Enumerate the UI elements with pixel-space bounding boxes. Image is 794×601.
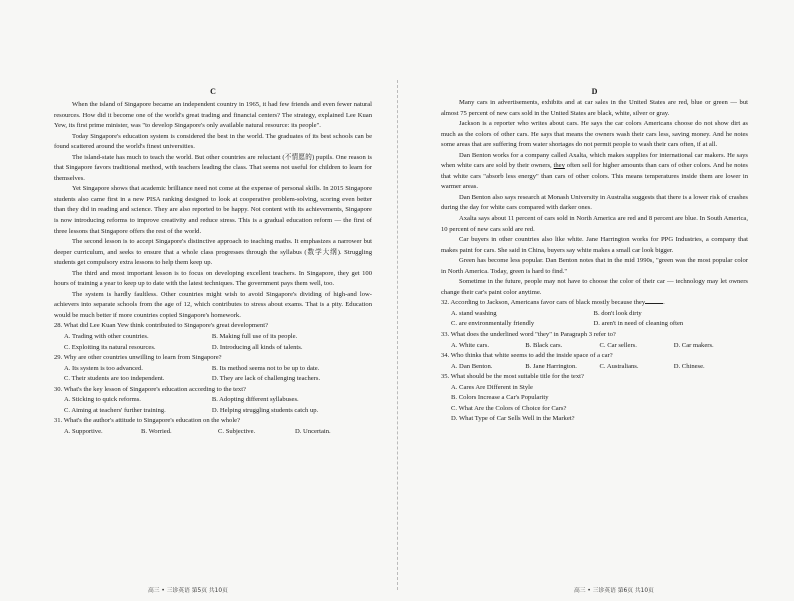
paragraph: Car buyers in other countries also like white. Jane Harrington works for PPG Industries, a company that makes paint for cars. She said in China, buyers say white makes a small car look bigger. <box>441 236 748 254</box>
question-stem-text: 34. Who thinks that white seems to add the inside space of a car? <box>441 352 613 360</box>
answer-option: A. Dan Benton. <box>451 362 493 370</box>
question <box>441 298 748 330</box>
paragraph: Dan Benton also says research at Monash University in Australia suggests that there is a lower risk of crashes during the day for white cars compared with darker ones. <box>441 193 748 212</box>
answer-option: A. White cars. <box>451 341 489 349</box>
answer-option: C. Subjective. <box>218 427 256 435</box>
paragraph: The second lesson is to accept Singapore's distinctive approach to teaching maths. It emphasizes a narrower but deeper curriculum, and seeks to ensure that a whole class progresses through the syllabus (数学大纲). Struggling students get compulsory extra lessons to help them keep up. <box>54 238 372 267</box>
answer-option: C. Australians. <box>599 362 639 370</box>
answer-option: B. Its method seems not to be up to date. <box>211 364 320 372</box>
paragraph: Dan Benton works for a company called Axalta, which makes supplies for international car makers. He says when white cars are sold by their owners, they often sell for higher amounts than cars of other colors. And he notes that white cars "absorb less energy" than cars of other colors. This means temperatures inside them are lower in warmer areas. <box>441 151 748 191</box>
paragraph: When the island of Singapore became an independent country in 1965, it had few friends and even fewer natural resources. How did it become one of the world's great trading and financial centers? The strategy, explained Lee Kuan Yew, its first prime minister, was "to develop Singapore's only available natural resource: its people". <box>54 101 372 130</box>
answer-option: D. Introducing all kinds of talents. <box>211 343 303 351</box>
answer-option: B. Colors Increase a Car's Popularity <box>451 394 549 402</box>
underlined-word: they <box>553 162 565 170</box>
passage-c-body <box>54 100 372 321</box>
passage-d-column <box>441 86 748 425</box>
question-stem-end: . <box>663 299 665 307</box>
answer-option: C. Exploiting its natural resources. <box>64 343 156 351</box>
answer-option: D. Uncertain. <box>295 427 331 435</box>
question-stem <box>441 351 748 362</box>
answer-option: C. Car sellers. <box>599 341 637 349</box>
question <box>441 330 748 351</box>
page-footer-left: 高三 • 三诊英语 第5页 共10页 <box>148 588 228 594</box>
answer-option: D. They are lack of challenging teachers. <box>211 375 321 383</box>
answer-option: A. Its system is too advanced. <box>64 364 143 372</box>
paragraph: The third and most important lesson is to focus on developing excellent teachers. In Singapore, they get 100 hours of training a year to keep up to date with the latest techniques. The government pays them well, too. <box>54 269 372 288</box>
page-footer-right: 高三 • 三诊英语 第6页 共10页 <box>574 588 654 594</box>
answer-option: B. Making full use of its people. <box>211 333 298 341</box>
question-stem-text: 30. What's the key lesson of Singapore's education according to the text? <box>54 385 246 393</box>
passage-c-column <box>54 86 372 438</box>
paragraph: Many cars in advertisements, exhibits and at car sales in the United States are red, blue or green — but almost 75 percent of new cars sold in the United States are black, white, silver or gray. <box>441 99 748 117</box>
question-stem <box>54 385 372 396</box>
answer-options <box>441 383 748 425</box>
answer-option: A. Cares Are Different in Style <box>451 383 533 391</box>
question <box>441 372 748 425</box>
passage-d-heading: D <box>591 87 598 96</box>
answer-option: D. Car makers. <box>673 341 714 349</box>
question <box>441 351 748 372</box>
question-stem-text: 35. What should be the most suitable title for the text? <box>441 373 584 381</box>
question-stem-text: 28. What did Lee Kuan Yew think contributed to Singapore's great development? <box>54 322 269 330</box>
question <box>54 353 372 385</box>
answer-option: D. aren't in need of cleaning often <box>593 320 684 328</box>
answer-option: A. stand washing <box>451 309 497 317</box>
passage-c-heading: C <box>210 87 216 96</box>
question-stem <box>441 330 748 341</box>
question-stem-text: 32. According to Jackson, Americans favor cars of black mostly because they <box>441 299 646 307</box>
page-divider <box>397 80 398 590</box>
answer-option: B. Black cars. <box>525 341 563 349</box>
answer-options <box>54 395 372 416</box>
answer-option: C. Aiming at teachers' further training. <box>64 406 166 414</box>
answer-option: A. Supportive. <box>64 427 103 435</box>
answer-option: A. Sticking to quick reforms. <box>64 396 141 404</box>
answer-options <box>54 364 372 385</box>
question-stem <box>441 298 748 309</box>
paragraph: Axalta says about 11 percent of cars sold in North America are red and 8 percent are blue. In South America, 10 percent of new cars sold are red. <box>441 215 748 233</box>
answer-option: C. Their students are too independent. <box>64 375 165 383</box>
question-stem-text: 29. Why are other countries unwilling to learn from Singapore? <box>54 354 222 362</box>
answer-option: C. What Are the Colors of Choice for Cars? <box>451 404 567 412</box>
question <box>54 385 372 417</box>
answer-option: B. Jane Harrington. <box>525 362 577 370</box>
answer-options <box>54 427 372 438</box>
answer-option: C. are environmentally friendly <box>451 320 535 328</box>
question-stem <box>54 353 372 364</box>
question-stem-text: 33. What does the underlined word "they" in Paragraph 3 refer to? <box>441 331 616 339</box>
question-stem <box>54 321 372 332</box>
question-stem <box>441 372 748 383</box>
answer-blank <box>645 303 663 304</box>
passage-d-body <box>441 98 748 298</box>
answer-option: D. What Type of Car Sells Well in the Market? <box>451 415 575 423</box>
paragraph: Jackson is a reporter who writes about cars. He says the car colors Americans choose do not show dirt as much as the colors of other cars. He says that means the owners wash their cars less, saving money. And he notes some areas that are suffering from water shortages do not permit people to wash their cars often, if at all. <box>441 120 748 149</box>
paragraph: Today Singapore's education system is considered the best in the world. The graduates of its best schools can be found scattered around the world's finest universities. <box>54 132 372 151</box>
answer-option: D. Helping struggling students catch up. <box>211 406 319 414</box>
answer-options <box>54 332 372 353</box>
answer-option: A. Trading with other countries. <box>64 333 149 341</box>
question <box>54 321 372 353</box>
answer-option: B. Worried. <box>141 427 172 435</box>
answer-options <box>441 341 748 352</box>
question <box>54 416 372 437</box>
answer-option: D. Chinese. <box>673 362 705 370</box>
question-stem-text: 31. What's the author's attitude to Singapore's education on the whole? <box>54 417 241 425</box>
paragraph: The system is hardly faultless. Other countries might wish to avoid Singapore's dividing of high-and low-achievers into separate schools from the age of 12, which contributes to stress about exams. That is a pity. Education would be much better if more countries copied Singapore's homework. <box>54 290 372 319</box>
paragraph: Yet Singapore shows that academic brilliance need not come at the expense of personal skills. In 2015 Singapore students also came first in a new PISA ranking designed to look at cooperative problem-solving, scoring even better than they did in reading and science. They are also reported to be happy. Not content with its achievements, Singapore is now introducing reforms to improve creativity and reduce stress. This is a gradual education reform — the first of three lessons that Singapore offers the rest of the world. <box>54 185 372 235</box>
passage-c-questions <box>54 321 372 437</box>
answer-option: B. Adopting different syllabuses. <box>211 396 299 404</box>
answer-options <box>441 309 748 330</box>
paragraph: The island-state has much to teach the world. But other countries are reluctant (不情愿的) pupils. One reason is that Singapore favors traditional method, with teachers leading the class. That seems not useful for children to learn for themselves. <box>54 153 372 182</box>
paragraph: Sometime in the future, people may not have to choose the color of their car — technology may let owners change their car's paint color anytime. <box>441 278 748 296</box>
passage-d-questions <box>441 298 748 425</box>
answer-option: B. don't look dirty <box>593 309 642 317</box>
question-stem <box>54 416 372 427</box>
answer-options <box>441 362 748 373</box>
paragraph: Green has become less popular. Dan Benton notes that in the mid 1990s, "green was the most popular color in North America. Today, green is hard to find." <box>441 257 748 275</box>
